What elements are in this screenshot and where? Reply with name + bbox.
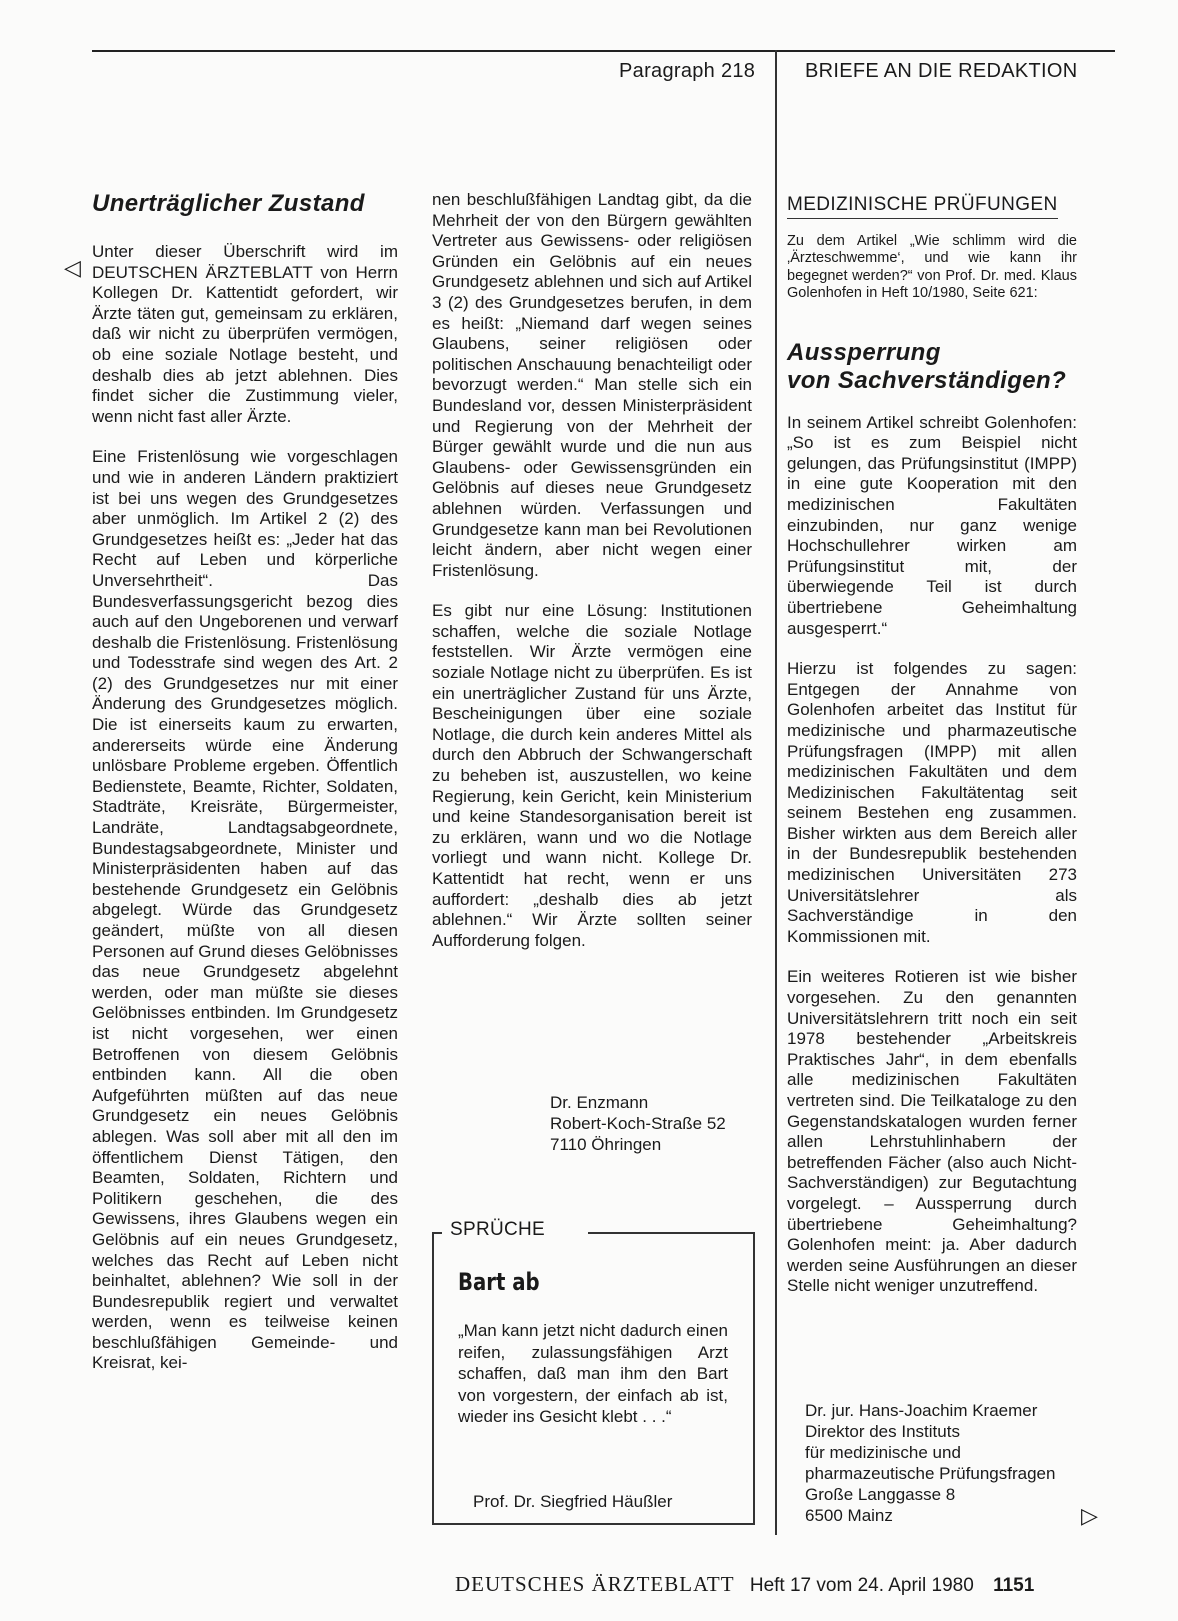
article1-col1 xyxy=(92,190,398,1394)
header-section: BRIEFE AN DIE REDAKTION xyxy=(805,60,1078,82)
article2-col xyxy=(787,195,1077,1317)
article2-para2: Hierzu ist folgendes zu sagen: Entgegen der Annahme von Golenhofen arbeitet das Institut für medizinische und pharmazeutische Prüfungsfragen (IMPP) mit allen medizinischen Fakultäten und dem Medizinischen Fakultätentag seit seinem Bestehen eng zusammen. Bisher wirkten aus dem Bereich aller in der Bundesrepublik bestehenden medizinischen Universitäten 273 Universitätslehrer als Sachverständige in den Kommissionen mit. xyxy=(787,659,1077,946)
page-number: 1151 xyxy=(993,1575,1035,1596)
article2-signature: Dr. jur. Hans-Joachim Kraemer Direktor des Instituts für medizinische und pharmazeutische Prüfungsfragen Große Langgasse 8 6500 Mainz xyxy=(805,1401,1056,1525)
sprueche-author: Prof. Dr. Siegfried Häußler xyxy=(473,1492,673,1511)
article2-para3: Ein weiteres Rotieren ist wie bisher vorgesehen. Zu den genannten Universitätslehrern tritt noch ein seit 1978 bestehender „Arbeitskreis Praktisches Jahr“, in dem ebenfalls alle medizinischen Fakultäten vertreten sind. Die Teilkataloge zu den Gegenstandskatalogen wurden ferner allen Lehrstuhlinhabern der betreffenden Fächer (also auch Nicht-Sachverständigen) zur Begutachtung vorgelegt. – Aussperrung durch übertriebene Geheimhaltung? Golenhofen meint: ja. Aber dadurch werden seine Ausführungen an dieser Stelle nicht weniger unzutreffend. xyxy=(787,967,1077,1296)
footer-journal: DEUTSCHES ÄRZTEBLATT xyxy=(455,1572,735,1596)
article2-intro: Zu dem Artikel „Wie schlimm wird die ‚Ärzteschwemme‘, und wie kann ihr begegnet werden?“ von Prof. Dr. med. Klaus Golenhofen in Heft 10/1980, Seite 621: xyxy=(787,232,1077,302)
article1-title: Unerträglicher Zustand xyxy=(92,190,365,217)
article1-para1: Unter dieser Überschrift wird im DEUTSCHEN ÄRZTEBLATT von Herrn Kollegen Dr. Kattentidt gefordert, wir Ärzte täten gut, gemeinsam zu erklären, daß wir nicht zu überprüfen vermögen, ob eine soziale Notlage besteht, und deshalb dies ab jetzt ablehnen. Dies findet sicher die Zustimmung vieler, wenn nicht fast aller Ärzte. xyxy=(92,242,398,426)
article1-col2 xyxy=(432,190,752,971)
header-topic: Paragraph 218 xyxy=(619,60,756,82)
triangle-right-icon: ▷ xyxy=(1081,1503,1098,1528)
article1-para2: Eine Fristenlösung wie vorgeschlagen und wie in anderen Ländern praktiziert ist bei uns wegen des Grundgesetzes aber unmöglich. Im Artikel 2 (2) des Grundgesetzes heißt es: „Jeder hat das Recht auf Leben und körperliche Unversehrtheit“. Das Bundesverfassungsgericht bezog dies auch auf den Ungeborenen und verwarf deshalb die Fristenlösung. Fristenlösung und Todesstrafe sind wegen des Art. 2 (2) des Grundgesetzes nur mit einer Änderung des Grundgesetzes möglich. Die ist einerseits kaum zu erwarten, andererseits würde eine Änderung unlösbare Probleme ergeben. Öffentlich Bedienstete, Beamte, Richter, Soldaten, Stadträte, Kreisräte, Bürgermeister, Landräte, Landtagsabgeordnete, Bundestagsabgeordnete, Minister und Ministerpräsidenten haben auf das bestehende Grundgesetz ein Gelöbnis abgelegt. Würde das Grundgesetz geändert, müßte von all diesen Personen auf Grund dieses Gelöbnisses das neue Grundgesetz abgelehnt werden, oder man müßte sie dieses Gelöbnisses entbinden. Im Grundgesetz ist nicht vorgesehen, wer einen Betroffenen von diesem Gelöbnis entbinden kann. All die oben Aufgeführten müßten auf das neue Grundgesetz ein neues Gelöbnis ablegen. Was soll aber mit all den im öffentlichem Dienst Tätigen, den Beamten, Soldaten, Richtern und Politikern geschehen, die des Gewissens, ihres Glaubens wegen ein Gelöbnis auf ein neues Grundgesetz, welches das Recht auf Leben nicht beinhaltet, ablehnen? Wie soll in der Bundesrepublik regiert und verwaltet werden, wenn es teilweise keinen beschlußfähigen Gemeinde- und Kreisrat, kei- xyxy=(92,447,398,1373)
column-divider xyxy=(775,50,777,1535)
article1-para3: nen beschlußfähigen Landtag gibt, da die Mehrheit der von den Bürgern gewählten Vertreter aus Gewissens- oder religiösen Gründen ein Gelöbnis auf ein neues Grundgesetz ablehnen und sich auf Artikel 3 (2) des Grundgesetzes berufen, in dem es heißt: „Niemand darf wegen seines Glaubens, seiner religiösen oder politischen Anschauung benachteiligt oder bevorzugt werden.“ Man stelle sich ein Bundesland vor, dessen Ministerpräsident und Regierung von der Mehrheit der Bürger gewählt wurde und die nun aus Glaubens- oder Gewissensgründen ein Gelöbnis auf dieses neue Grundgesetz ablehnen würden. Verfassungen und Grundgesetze kann man bei Revolutionen leicht ändern, aber nicht wegen einer Fristenlösung. xyxy=(432,190,752,580)
page-footer xyxy=(455,1572,1034,1597)
footer-issue: Heft 17 vom 24. April 1980 xyxy=(749,1575,974,1596)
section-heading: MEDIZINISCHE PRÜFUNGEN xyxy=(787,195,1058,219)
article2-para1: In seinem Artikel schreibt Golenhofen: „So ist es zum Beispiel nicht gelungen, das Prüfungsinstitut (IMPP) in eine gute Kooperation mit den medizinischen Fakultäten einzubinden, nur ganz wenige Hochschullehrer wirken am Prüfungsinstitut mit, der überwiegende Teil ist durch übertriebene Geheimhaltung ausgesperrt.“ xyxy=(787,412,1077,638)
sprueche-quote: „Man kann jetzt nicht dadurch einen reifen, zulassungsfähigen Arzt schaffen, daß man ihm den Bart von vorgestern, der einfach ab ist, wieder ins Gesicht klebt . . .“ xyxy=(458,1321,728,1426)
top-rule xyxy=(92,50,1115,52)
triangle-left-icon: ◁ xyxy=(64,255,81,280)
sprueche-label: SPRÜCHE xyxy=(450,1219,546,1240)
article1-para4: Es gibt nur eine Lösung: Institutionen schaffen, welche die soziale Notlage feststellen. Wir Ärzte vermögen eine soziale Notlage nicht zu überprüfen. Es ist ein unerträglicher Zustand für uns Ärzte, Bescheinigungen über eine soziale Notlage, die durch kein anderes Mittel als durch den Abbruch der Schwangerschaft zu beheben ist, auszustellen, wo keine Regierung, kein Gericht, kein Ministerium und keine Standesorganisation bereit ist zu erklären, wann und wo die Notlage vorliegt und wann nicht. Kollege Dr. Kattentidt hat recht, wenn er uns auffordert: „deshalb dies ab jetzt ablehnen.“ Wir Ärzte sollten seiner Aufforderung folgen. xyxy=(432,601,752,950)
article1-signature: Dr. Enzmann Robert-Koch-Straße 52 7110 Öhringen xyxy=(550,1093,726,1154)
article2-title: Aussperrung von Sachverständigen? xyxy=(787,338,1067,394)
sprueche-title: Bart ab xyxy=(458,1268,540,1296)
